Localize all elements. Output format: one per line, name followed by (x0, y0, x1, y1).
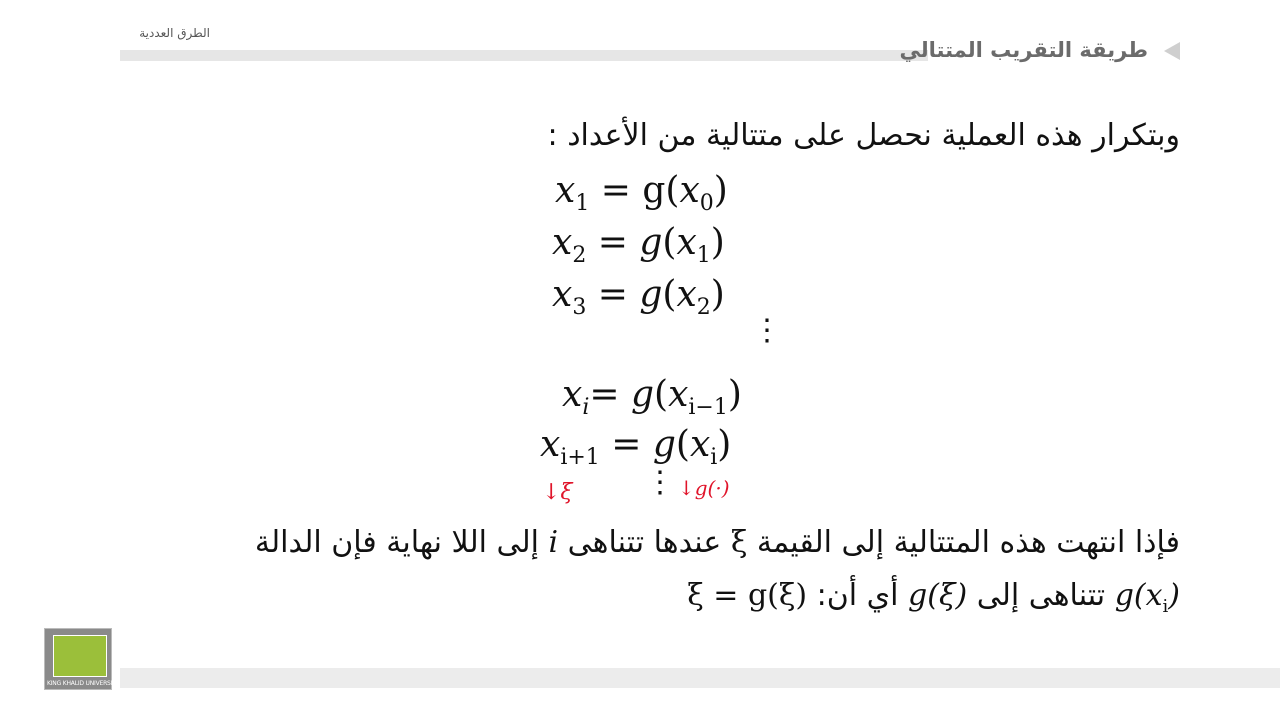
handwritten-xi-annotation: ↓ξ (542, 480, 573, 505)
logo-caption: KING KHALID UNIVERSITY (47, 680, 120, 687)
conclusion-line-1: فإذا انتهت هذه المتتالية إلى القيمة ξ عندها تتناهى i إلى اللا نهاية فإن الدالة (254, 525, 1180, 560)
vertical-ellipsis: ⋮ (752, 313, 782, 348)
equation-x2: $x_2 = g(x_1)$ (552, 222, 725, 269)
intro-text: وبتكرار هذه العملية نحصل على متتالية من الأعداد : (547, 118, 1180, 153)
equation-x3: $x_3 = g(x_2)$ (552, 274, 725, 321)
slide-title: طريقة التقريب المتتالي (899, 38, 1148, 62)
university-logo (44, 628, 120, 690)
conclusion-line-2: $g(x_i)$ تتناهى إلى g(ξ) أي أن: ξ = g(ξ) (687, 578, 1180, 617)
vertical-ellipsis-2: ⋮ (645, 465, 675, 500)
title-arrow-icon (1164, 42, 1180, 60)
header-bar (120, 50, 928, 61)
equation-xi: $x_i= g(x_{i-1})$ (562, 374, 742, 421)
footer-bar (120, 668, 1280, 688)
handwritten-g-annotation: ↓g(·) (678, 476, 730, 500)
logo-emblem-icon (53, 635, 107, 677)
equation-x1: $x_1 = g(x_0)$ (555, 170, 728, 217)
course-label: الطرق العددية (139, 26, 210, 40)
equation-xi-plus-1: $x_{i+1} = g(x_i)$ (540, 424, 732, 471)
